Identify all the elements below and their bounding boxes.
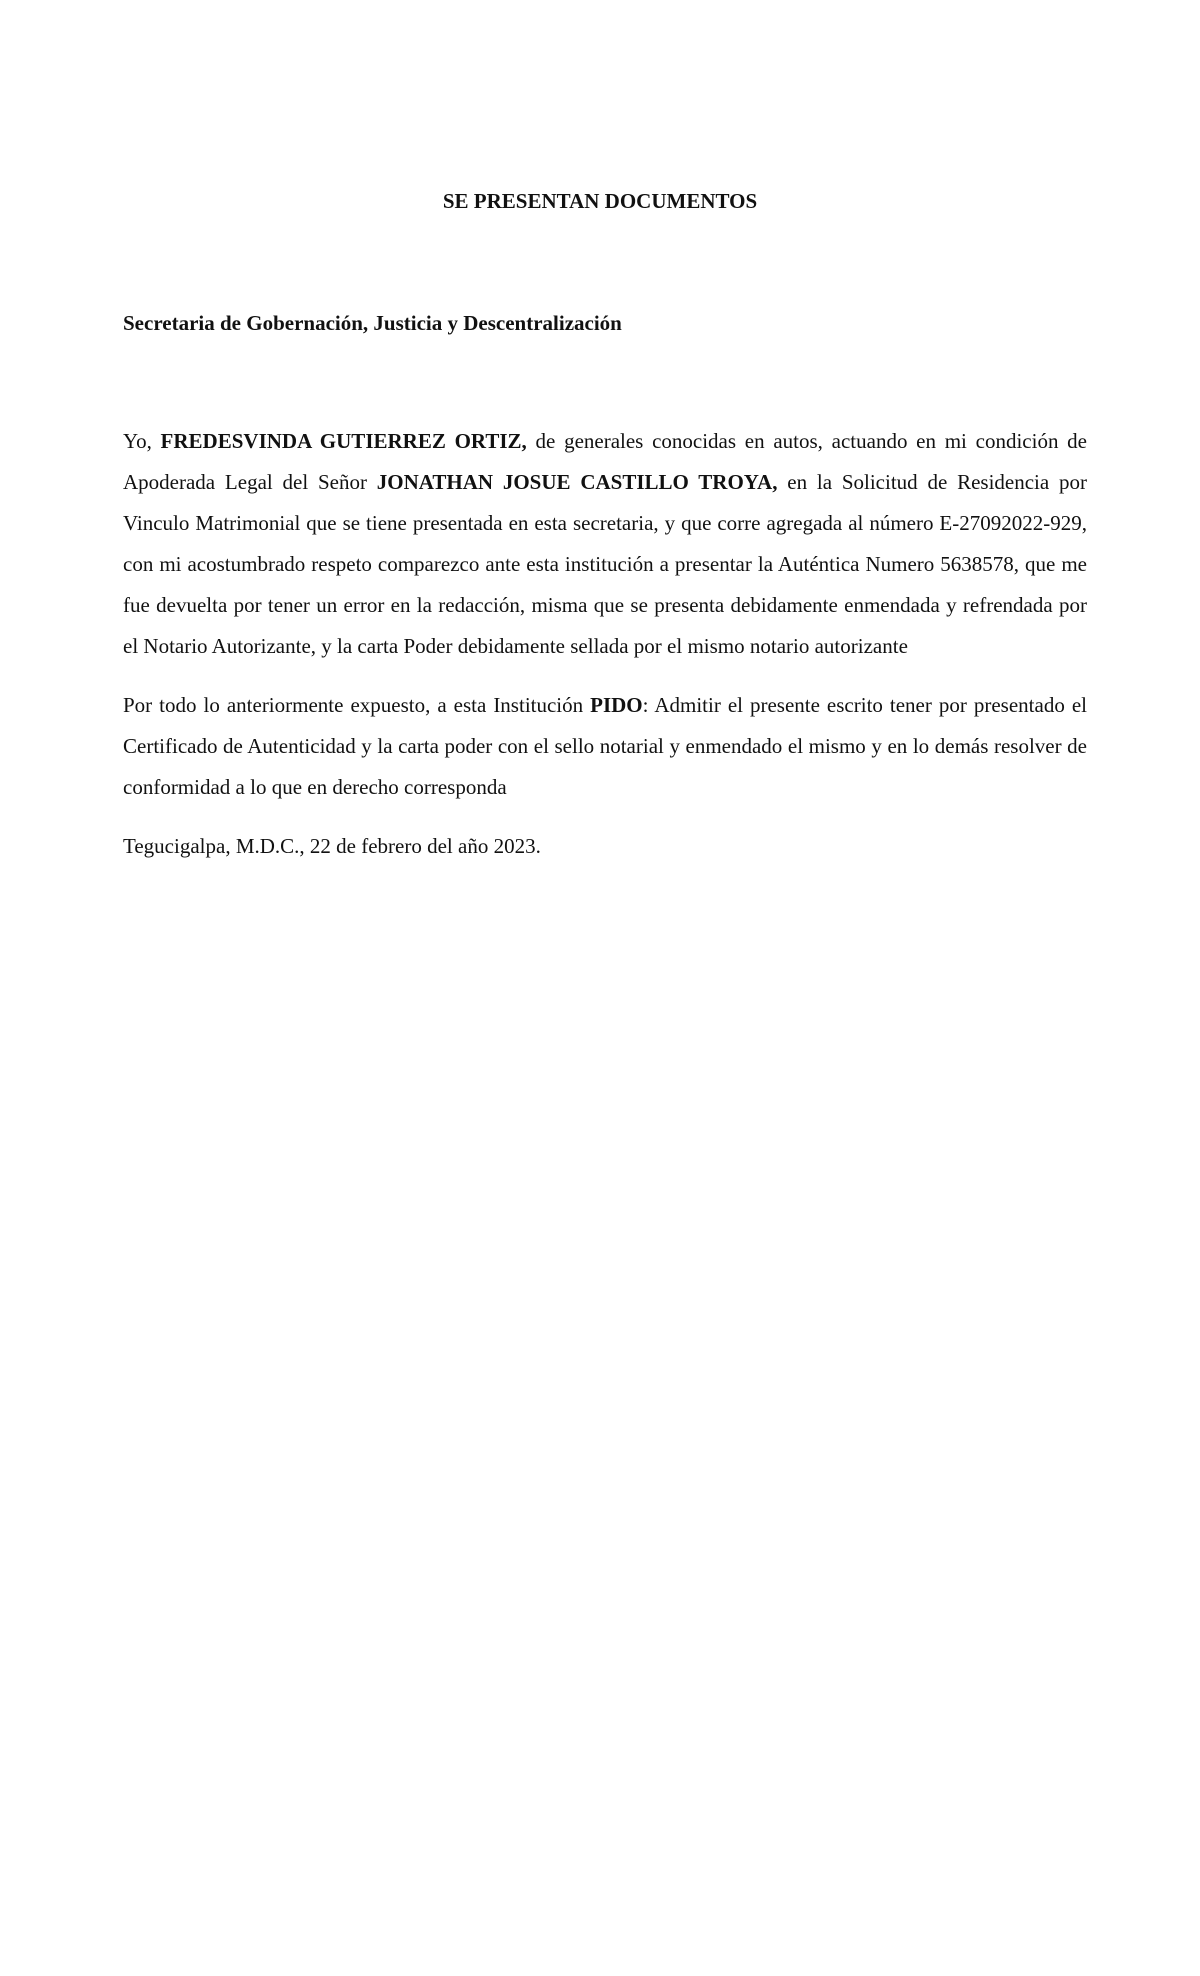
- paragraph1-text-2: de generales conocidas en autos, actuando en mi condición de Apoderada Legal del Señor: [123, 429, 1087, 494]
- request-keyword: PIDO: [590, 693, 643, 717]
- document-body: [123, 421, 1087, 867]
- closing-place-date: Tegucigalpa, M.D.C., 22 de febrero del año 2023.: [123, 834, 541, 858]
- document-title: SE PRESENTAN DOCUMENTOS: [442, 189, 758, 213]
- client-name: JONATHAN JOSUE CASTILLO TROYA,: [376, 470, 778, 494]
- recipient-heading: Secretaria de Gobernación, Justicia y Descentralización: [123, 311, 622, 335]
- paragraph2-text-2: : Admitir el presente escrito tener por presentado el Certificado de Autenticidad y la carta poder con el sello notarial y enmendado el mismo y en lo demás resolver de conformidad a lo que en derecho corresponda: [123, 693, 1087, 799]
- paragraph-request: [123, 685, 1087, 808]
- paragraph2-text-1: Por todo lo anteriormente expuesto, a esta Institución: [123, 693, 591, 717]
- paragraph1-text-3: en la Solicitud de Residencia por Vinculo Matrimonial que se tiene presentada en esta secretaria, y que corre agregada al número E-27092022-929, con mi acostumbrado respeto comparezco ante esta institución a presentar la Auténtica Numero 5638578, que me fue devuelta por tener un error en la redacción, misma que se presenta debidamente enmendada y refrendada por el Notario Autorizante, y la carta Poder debidamente sellada por el mismo notario autorizante: [123, 470, 1087, 658]
- paragraph1-text-1: Yo,: [123, 429, 161, 453]
- attorney-name: FREDESVINDA GUTIERREZ ORTIZ,: [160, 429, 527, 453]
- paragraph-petition-intro: [123, 421, 1087, 667]
